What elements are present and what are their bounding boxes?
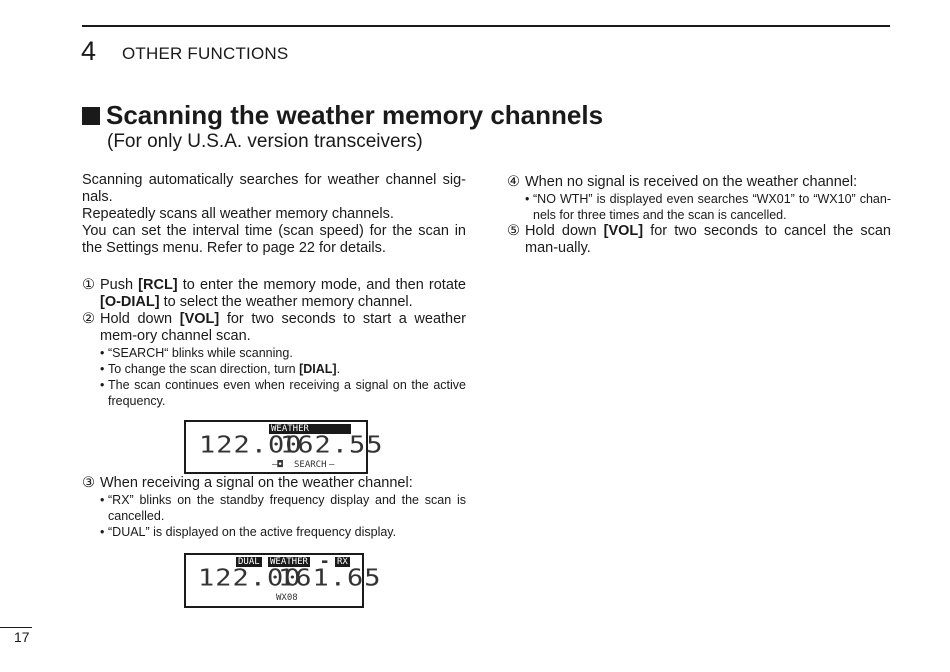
step-3-number: ③	[82, 475, 95, 491]
lcd-display-scanning	[184, 420, 384, 474]
search-indicator: SEARCH	[294, 460, 327, 470]
step-2: ② Hold down [VOL] for two seconds to start a weather mem-ory channel scan.	[82, 311, 466, 344]
scan-icon: —◘	[272, 460, 283, 470]
active-frequency: 161.65	[278, 565, 382, 592]
dual-indicator: DUAL	[238, 557, 260, 567]
step-5: ⑤ Hold down [VOL] for two seconds to cancel the scan man-ually.	[507, 223, 891, 256]
step-4: ④ When no signal is received on the weather channel:	[507, 174, 858, 190]
list-item: • To change the scan direction, turn [DIAL].	[100, 362, 341, 376]
intro-paragraph-1: Scanning automatically searches for weather channel sig-nals.	[82, 172, 466, 205]
rx-indicator: RX	[337, 557, 348, 567]
page-number: 17	[14, 629, 30, 645]
square-bullet-icon	[82, 107, 100, 125]
channel-indicator: WX08	[276, 593, 298, 603]
step-4-number: ④	[507, 174, 520, 190]
header-rule	[82, 25, 890, 27]
vol-key: [VOL]	[179, 311, 220, 327]
list-item: • The scan continues even when receiving a signal on the active frequency.	[100, 378, 466, 408]
step-2-bullets	[82, 345, 466, 409]
signal-icon: ▬	[322, 557, 328, 567]
footer-rule	[0, 627, 32, 628]
step-1: ① Push [RCL] to enter the memory mode, and then rotate [O-DIAL] to select the weather memory channel.	[82, 277, 466, 310]
step-1-number: ①	[82, 277, 95, 293]
list-item: • “RX” blinks on the standby frequency display and the scan is cancelled.	[100, 493, 466, 523]
section-title-text: Scanning the weather memory channels	[106, 100, 604, 130]
step-5-number: ⑤	[507, 223, 520, 239]
step-2-number: ②	[82, 311, 95, 327]
step-3: ③ When receiving a signal on the weather channel:	[82, 475, 413, 491]
step-4-bullets	[507, 191, 891, 223]
o-dial-key: [O-DIAL]	[100, 294, 160, 310]
step-3-bullets	[82, 492, 466, 540]
list-item: • “DUAL” is displayed on the active frequency display.	[100, 525, 397, 539]
weather-indicator: WEATHER	[269, 424, 351, 434]
intro-paragraph-2: Repeatedly scans all weather memory channels.	[82, 206, 394, 222]
lcd-display-receiving	[184, 553, 382, 608]
standby-frequency: 122.00	[198, 565, 302, 592]
active-frequency: 162.55	[280, 432, 384, 459]
section-title	[82, 100, 603, 130]
dial-key: [DIAL]	[299, 362, 337, 376]
left-intro	[82, 172, 466, 257]
chapter-title: OTHER FUNCTIONS	[122, 44, 289, 63]
left-steps	[82, 277, 466, 409]
list-item: • “NO WTH” is displayed even searches “WX01” to “WX10” chan-nels for three times and the scan is cancelled.	[525, 192, 891, 222]
rcl-key: [RCL]	[138, 277, 178, 293]
section-subtitle: (For only U.S.A. version transceivers)	[107, 131, 423, 152]
standby-frequency: 122.00	[199, 432, 303, 459]
chapter-number: 4	[81, 36, 97, 66]
right-steps	[507, 174, 891, 257]
search-dash: —	[329, 460, 335, 470]
intro-paragraph-3: You can set the interval time (scan speed) for the scan in the Settings menu. Refer to page 22 for details.	[82, 223, 466, 256]
vol-key: [VOL]	[603, 223, 644, 239]
list-item: • “SEARCH“ blinks while scanning.	[100, 346, 293, 360]
step-3-block	[82, 475, 466, 540]
weather-indicator: WEATHER	[270, 557, 308, 567]
